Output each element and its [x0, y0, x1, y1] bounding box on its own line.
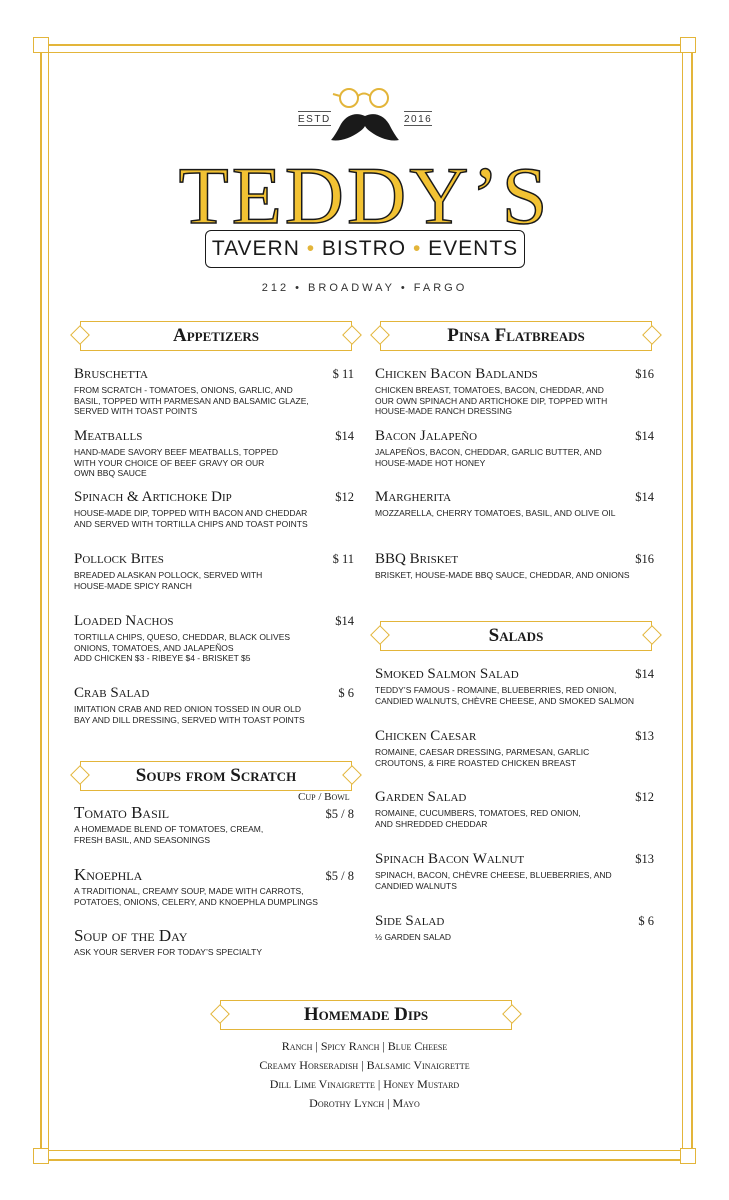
item-price: $14 [635, 490, 654, 504]
menu-item-margherita [375, 489, 615, 519]
item-name: Meatballs [74, 428, 143, 444]
item-description: ½ GARDEN SALAD [375, 932, 452, 942]
item-price: $14 [335, 429, 354, 443]
estd-year: 2016 [404, 111, 432, 126]
item-description: A TRADITIONAL, CREAMY SOUP, MADE WITH CARROTS, POTATOES, ONIONS, CELERY, AND KNOEPHLA DUMPLINGS [74, 886, 318, 907]
corner-ornament-tr [680, 37, 696, 53]
menu-item-pollock-bites [74, 551, 262, 591]
menu-item-garden-salad [375, 789, 581, 829]
corner-ornament-tl [33, 37, 49, 53]
item-description: ASK YOUR SERVER FOR TODAY’S SPECIALTY [74, 947, 263, 957]
item-description: TEDDY’S FAMOUS - ROMAINE, BLUEBERRIES, RED ONION, CANDIED WALNUTS, CHÈVRE CHEESE, AND SMOKED SALMON [375, 685, 634, 706]
item-price: $5 / 8 [325, 869, 354, 883]
section-heading-salads: Salads [380, 621, 652, 651]
item-name: Pollock Bites [74, 551, 164, 567]
item-price: $16 [635, 367, 654, 381]
item-description: MOZZARELLA, CHERRY TOMATOES, BASIL, AND OLIVE OIL [375, 508, 616, 518]
address: 212 • BROADWAY • FARGO [261, 282, 468, 294]
item-name: Soup of the Day [74, 926, 188, 945]
item-name: Side Salad [375, 913, 445, 929]
dips-line: Ranch | Spicy Ranch | Blue Cheese [281, 1039, 448, 1053]
item-description: A HOMEMADE BLEND OF TOMATOES, CREAM, FRESH BASIL, AND SEASONINGS [74, 824, 264, 845]
dips-line: Dill Lime Vinaigrette | Honey Mustard [269, 1077, 460, 1091]
tagline-dot: • [412, 237, 422, 260]
item-name: Chicken Caesar [375, 728, 477, 744]
menu-item-loaded-nachos [74, 613, 290, 664]
menu-item-knoephla [74, 867, 318, 907]
item-name: Crab Salad [74, 685, 150, 701]
item-description: BRISKET, HOUSE-MADE BBQ SAUCE, CHEDDAR, AND ONIONS [375, 570, 630, 580]
item-name: Tomato Basil [74, 803, 170, 822]
section-heading-flatbreads: Pinsa Flatbreads [380, 321, 652, 351]
item-price: $13 [635, 852, 654, 866]
menu-item-spinach-artichoke-dip [74, 489, 308, 529]
menu-item-chicken-caesar [375, 728, 589, 768]
item-name: Bacon Jalapeño [375, 428, 478, 444]
item-name: Knoephla [74, 865, 143, 884]
menu-item-meatballs [74, 428, 278, 479]
menu-item-bacon-jalapeno [375, 428, 602, 468]
item-name: Chicken Bacon Badlands [375, 366, 538, 382]
item-name: BBQ Brisket [375, 551, 459, 567]
item-price: $12 [635, 790, 654, 804]
item-price: $14 [335, 614, 354, 628]
item-description: ROMAINE, CAESAR DRESSING, PARMESAN, GARLIC CROUTONS, & FIRE ROASTED CHICKEN BREAST [375, 747, 590, 768]
menu-item-crab-salad [74, 685, 305, 725]
item-price: $5 / 8 [325, 807, 354, 821]
dips-list [0, 1037, 729, 1113]
item-description: CHICKEN BREAST, TOMATOES, BACON, CHEDDAR, AND OUR OWN SPINACH AND ARTICHOKE DIP, TOPPED WITH HOUSE-MADE RANCH DRESSING [375, 385, 608, 416]
item-price: $16 [635, 552, 654, 566]
corner-ornament-bl [33, 1148, 49, 1164]
item-price: $14 [635, 429, 654, 443]
item-price: $13 [635, 729, 654, 743]
item-name: Margherita [375, 489, 452, 505]
menu-item-bbq-brisket [375, 551, 630, 581]
item-description: IMITATION CRAB AND RED ONION TOSSED IN OUR OLD BAY AND DILL DRESSING, SERVED WITH TOAST POINTS [74, 704, 305, 725]
item-description: SPINACH, BACON, CHÈVRE CHEESE, BLUEBERRIES, AND CANDIED WALNUTS [375, 870, 612, 891]
spectacles-icon [331, 86, 397, 112]
item-price: $ 11 [332, 552, 354, 566]
tagline-bistro: BISTRO [321, 237, 407, 260]
item-price: $ 6 [338, 686, 354, 700]
item-description: ROMAINE, CUCUMBERS, TOMATOES, RED ONION, AND SHREDDED CHEDDAR [375, 808, 581, 829]
dips-line: Creamy Horseradish | Balsamic Vinaigrette [259, 1058, 470, 1072]
menu-item-smoked-salmon-salad [375, 666, 634, 706]
menu-item-tomato-basil [74, 805, 263, 845]
item-description: HOUSE-MADE DIP, TOPPED WITH BACON AND CHEDDAR AND SERVED WITH TORTILLA CHIPS AND TOAST POINTS [74, 508, 308, 529]
item-price: $12 [335, 490, 354, 504]
estd-label: ESTD [298, 111, 331, 126]
section-heading-soups: Soups from Scratch [80, 761, 352, 791]
section-heading-dips: Homemade Dips [220, 1000, 512, 1030]
tagline-events: EVENTS [428, 237, 519, 260]
item-description: FROM SCRATCH - TOMATOES, ONIONS, GARLIC, AND BASIL, TOPPED WITH PARMESAN AND BALSAMIC GLAZE, SERVED WITH TOAST POINTS [74, 385, 309, 416]
section-heading-appetizers: Appetizers [80, 321, 352, 351]
item-price: $14 [635, 667, 654, 681]
item-name: Spinach Bacon Walnut [375, 851, 525, 867]
mustache-icon [329, 110, 401, 146]
item-description: JALAPEÑOS, BACON, CHEDDAR, GARLIC BUTTER, AND HOUSE-MADE HOT HONEY [375, 447, 602, 468]
menu-item-soup-of-the-day [74, 928, 262, 958]
item-description: BREADED ALASKAN POLLOCK, SERVED WITH HOUSE-MADE SPICY RANCH [74, 570, 263, 591]
item-description: HAND-MADE SAVORY BEEF MEATBALLS, TOPPED WITH YOUR CHOICE OF BEEF GRAVY OR OUR OWN BBQ SAUCE [74, 447, 279, 478]
corner-ornament-br [680, 1148, 696, 1164]
item-name: Spinach & Artichoke Dip [74, 489, 232, 505]
menu-item-side-salad [375, 913, 451, 943]
item-description: TORTILLA CHIPS, QUESO, CHEDDAR, BLACK OLIVES ONIONS, TOMATOES, AND JALAPEÑOS ADD CHICKEN $3 - RIBEYE $4 - BRISKET $5 [74, 632, 291, 663]
item-name: Smoked Salmon Salad [375, 666, 519, 682]
item-name: Garden Salad [375, 789, 467, 805]
restaurant-name: TEDDY’S [178, 150, 551, 241]
item-name: Bruschetta [74, 366, 148, 382]
tagline-dot: • [306, 237, 316, 260]
cup-bowl-label: Cup / Bowl [298, 791, 350, 803]
tagline-tavern: TAVERN [211, 237, 300, 260]
tagline [205, 230, 525, 268]
item-name: Loaded Nachos [74, 613, 174, 629]
item-price: $ 6 [638, 914, 654, 928]
menu-item-bruschetta [74, 366, 309, 417]
item-price: $ 11 [332, 367, 354, 381]
menu-item-spinach-bacon-walnut [375, 851, 612, 891]
menu-item-chicken-bacon-badlands [375, 366, 607, 417]
dips-line: Dorothy Lynch | Mayo [309, 1096, 420, 1110]
